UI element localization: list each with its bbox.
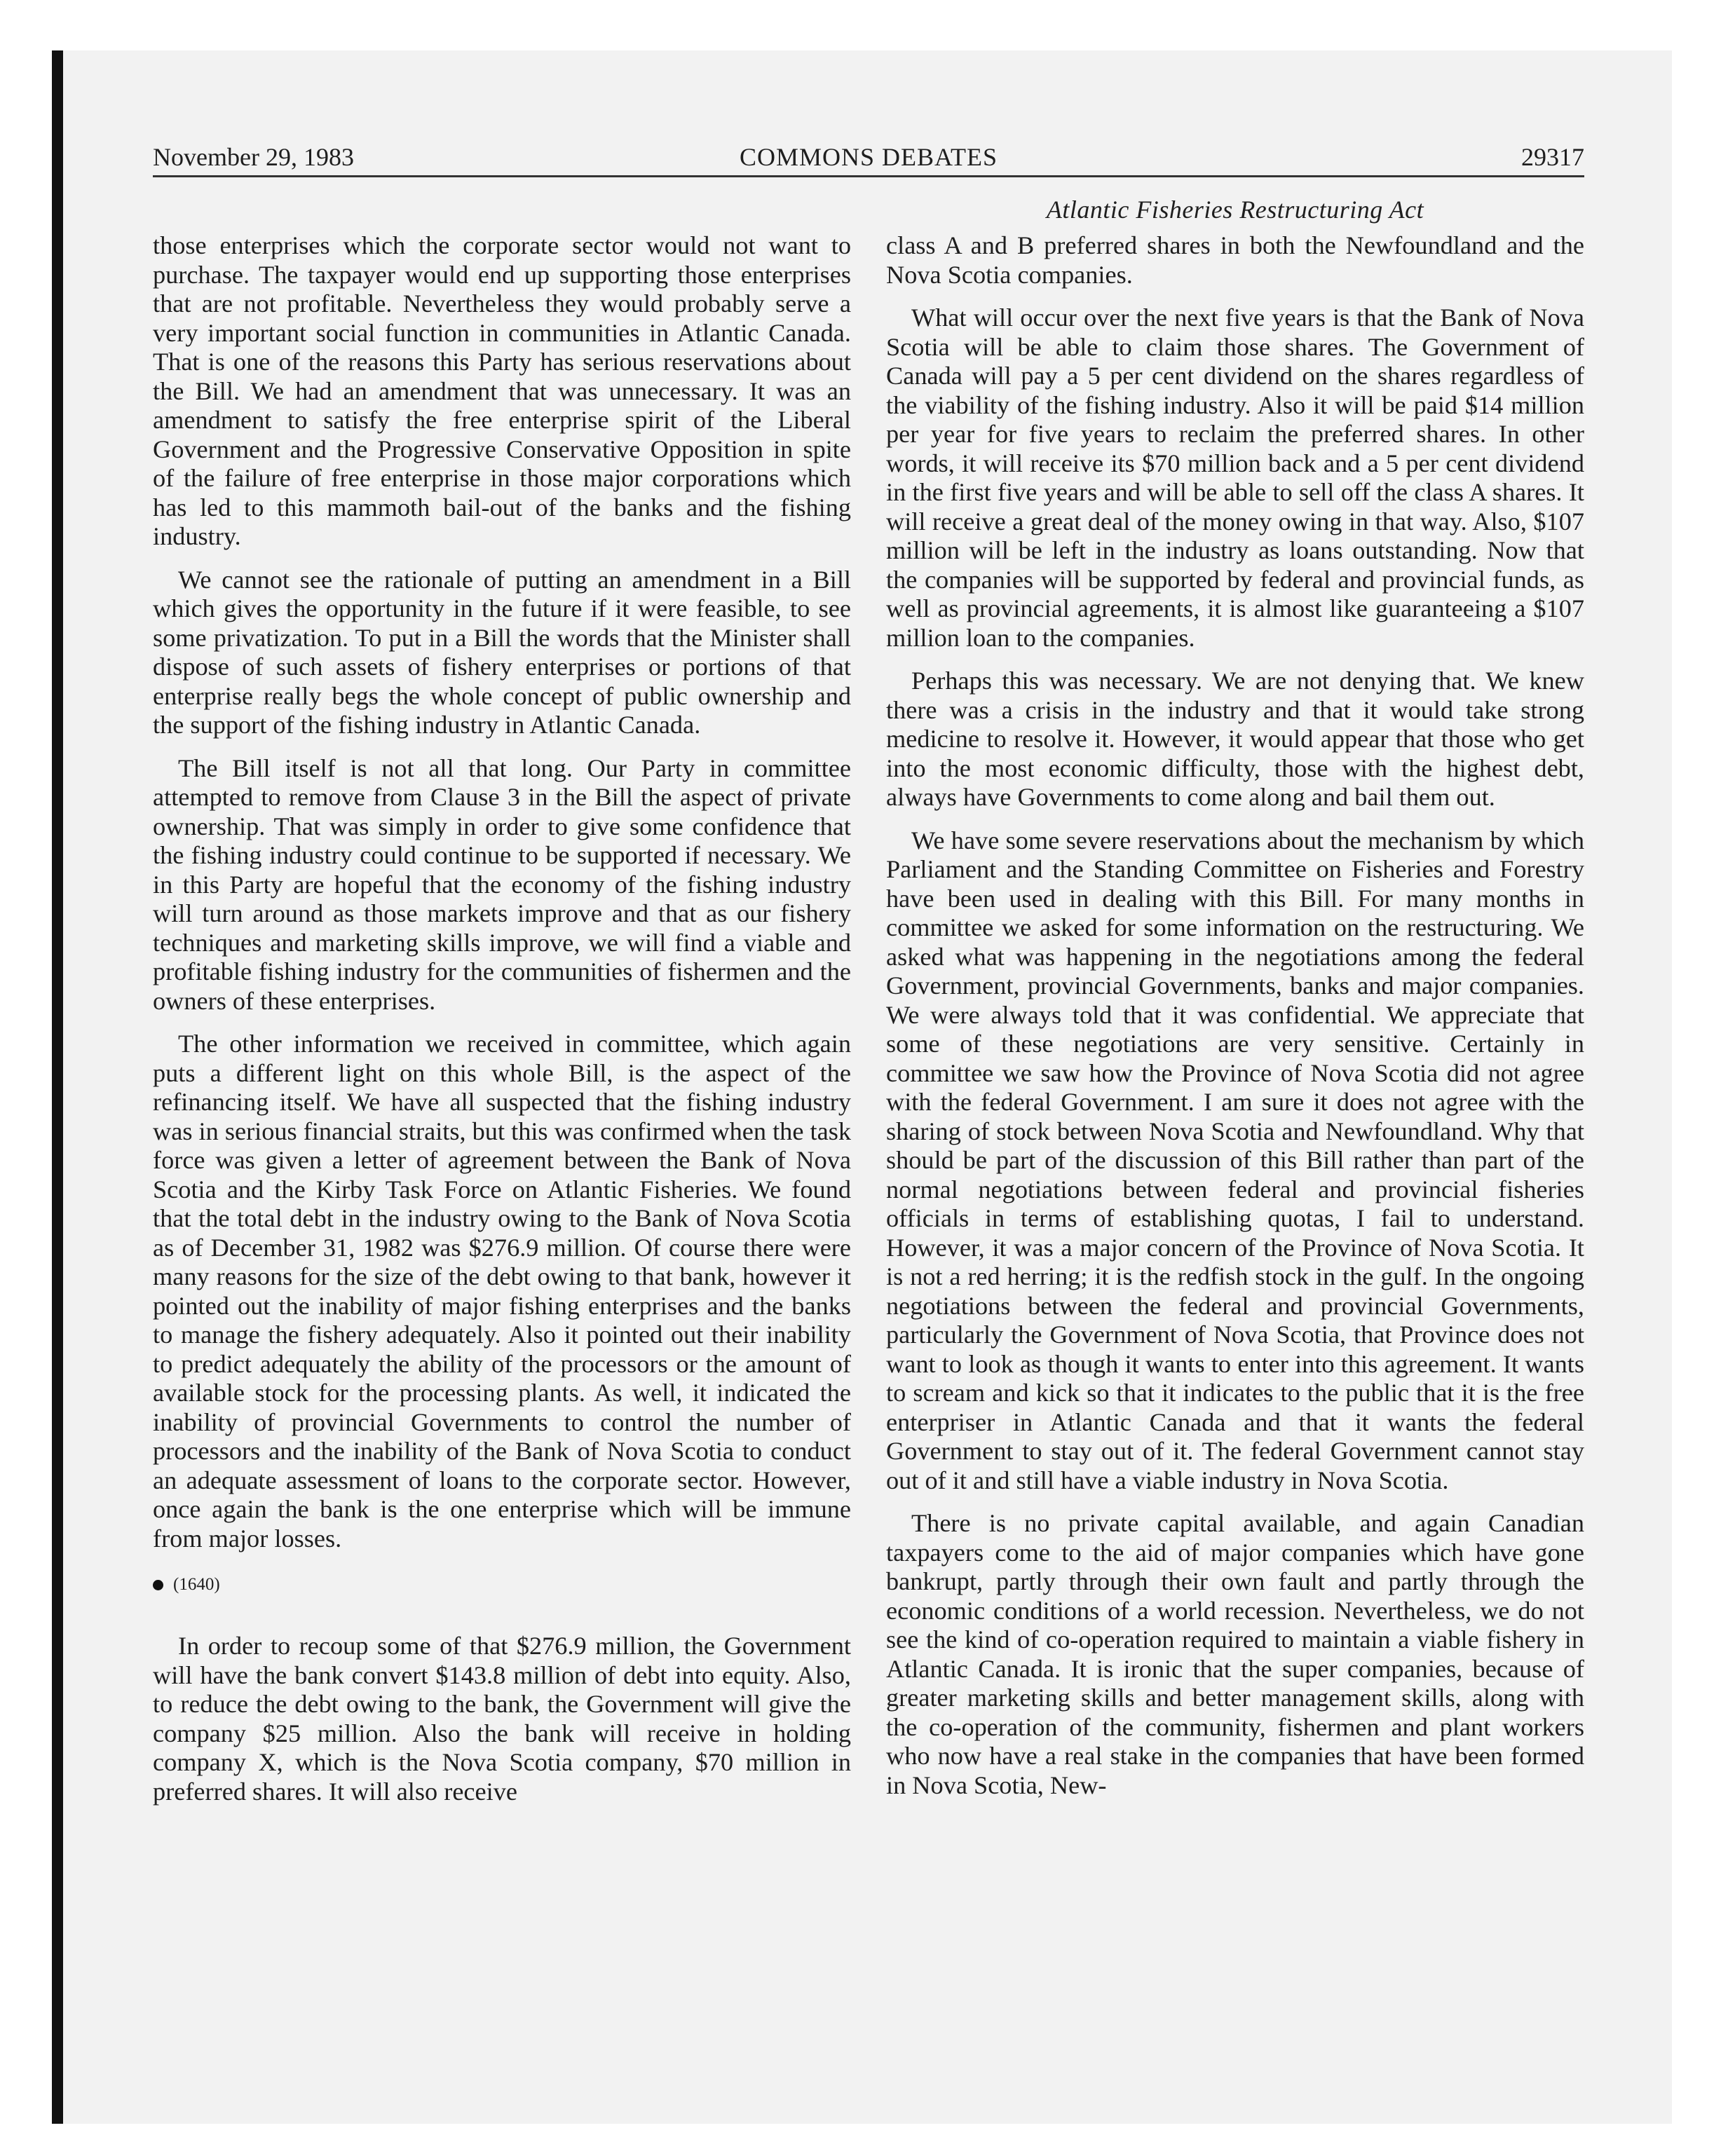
right-paragraph-2: What will occur over the next five years is that the Bank of Nova Scotia will be able to claim those shares. The Government of Canada will pay a 5 per cent dividend on the shares regardless of the viability of the fishing industry. Also it will be paid $14 million per year for five years to reclaim the preferred shares. In other words, it will receive its $70 million back and a 5 per cent dividend in the first five years and will be able to sell off the class A shares. It will receive a great deal of the money owing in that way. Also, $107 million will be left in the industry as loans outstanding. Now that the companies will be supported by federal and provincial funds, as well as provincial agreements, it is almost like guaranteeing a $107 million loan to the companies.: [886, 303, 1584, 652]
right-paragraph-3: Perhaps this was necessary. We are not denying that. We knew there was a crisis in the industry and that it would take strong medicine to resolve it. However, it would appear that those who get into the most economic difficulty, those with the highest debt, always have Governments to come along and bail them out.: [886, 667, 1584, 811]
header-date: November 29, 1983: [153, 143, 354, 171]
time-marker-label: (1640): [173, 1575, 220, 1594]
left-paragraph-1: those enterprises which the corporate sector would not want to purchase. The taxpayer would end up supporting those enterprises that are not profitable. Nevertheless they would probably serve a very important social function in communities in Atlantic Canada. That is one of the reasons this Party has serious reservations about the Bill. We had an amendment that was unnecessary. It was an amendment to satisfy the free enterprise spirit of the Liberal Government and the Progressive Conservative Opposition in spite of the failure of free enterprise in those major corporations which has led to this mammoth bail-out of the banks and the fishing industry.: [153, 231, 851, 550]
left-paragraph-2: We cannot see the rationale of putting an amendment in a Bill which gives the opportunity in the future if it were feasible, to see some privatization. To put in a Bill the words that the Minister shall dispose of such assets of fishery enterprises or portions of that enterprise really begs the whole concept of public ownership and the support of the fishing industry in Atlantic Canada.: [153, 565, 851, 739]
right-paragraph-1: class A and B preferred shares in both the Newfoundland and the Nova Scotia companies.: [886, 231, 1584, 289]
scan-edge-bar: [52, 50, 63, 2124]
right-paragraph-5: There is no private capital available, and again Canadian taxpayers come to the aid of major companies which have gone bankrupt, partly through their own fault and partly through the economic conditions of a world recession. Nevertheless, we do not see the kind of co-operation required to maintain a viable fishery in Atlantic Canada. It is ironic that the super companies, because of greater marketing skills and better management skills, along with the co-operation of the community, fishermen and plant workers who now have a real stake in the companies that have been formed in Nova Scotia, New-: [886, 1509, 1584, 1799]
right-paragraph-4: We have some severe reservations about the mechanism by which Parliament and the Standing Committee on Fisheries and Forestry have been used in dealing with this Bill. For many months in committee we asked for some information on the restructuring. We asked what was happening in the negotiations among the federal Government, provincial Governments, banks and major companies. We were always told that it was confidential. We appreciate that some of these negotiations are very sensitive. Certainly in committee we saw how the Province of Nova Scotia did not agree with the federal Government. I am sure it does not agree with the sharing of stock between Nova Scotia and Newfoundland. Why that should be part of the discussion of this Bill rather than part of the normal negotiations between federal and provincial fisheries officials in terms of establishing quotas, I fail to understand. However, it was a major concern of the Province of Nova Scotia. It is not a red herring; it is the redfish stock in the gulf. In the ongoing negotiations between the federal and provincial Governments, particularly the Government of Nova Scotia, that Province does not want to look as though it wants to enter into this agreement. It wants to scream and kick so that it indicates to the public that it is the free enterpriser in Atlantic Canada and that it wants the federal Government to stay out of it. The federal Government cannot stay out of it and still have a viable industry in Nova Scotia.: [886, 826, 1584, 1494]
left-paragraph-4: The other information we received in committee, which again puts a different light on this whole Bill, is the aspect of the refinancing itself. We have all suspected that the fishing industry was in serious financial straits, but this was confirmed when the task force was given a letter of agreement between the Bank of Nova Scotia and the Kirby Task Force on Atlantic Fisheries. We found that the total debt in the industry owing to the Bank of Nova Scotia as of December 31, 1982 was $276.9 million. Of course there were many reasons for the size of the debt owing to that bank, however it pointed out the inability of major fishing enterprises and the banks to manage the fishery adequately. Also it pointed out their inability to predict adequately the ability of the processors or the amount of available stock for the processing plants. As well, it indicated the inability of provincial Governments to control the number of processors and the inability of the Bank of Nova Scotia to conduct an adequate assessment of loans to the corporate sector. However, once again the bank is the one enterprise which will be immune from major losses.: [153, 1030, 851, 1553]
right-column: [886, 195, 1584, 1814]
page-header: [153, 140, 1584, 177]
header-title: COMMONS DEBATES: [739, 143, 998, 171]
bullet-dot-icon: [153, 1580, 163, 1590]
time-marker: [153, 1574, 851, 1595]
running-head: Atlantic Fisheries Restructuring Act: [1046, 196, 1424, 224]
left-paragraph-5: In order to recoup some of that $276.9 million, the Government will have the bank convert $143.8 million of debt into equity. Also, to reduce the debt owing to the bank, the Government will give the company $25 million. Also the bank will receive in holding company X, which is the Nova Scotia company, $70 million in preferred shares. It will also receive: [153, 1632, 851, 1806]
header-page-number: 29317: [1521, 143, 1584, 171]
left-column: [153, 231, 851, 1820]
left-paragraph-3: The Bill itself is not all that long. Our Party in committee attempted to remove from Clause 3 in the Bill the aspect of private ownership. That was simply in order to give some confidence that the fishing industry could continue to be supported if necessary. We in this Party are hopeful that the economy of the fishing industry will turn around as those markets improve and that as our fishery techniques and marketing skills improve, we will find a viable and profitable fishing industry for the communities of fishermen and the owners of these enterprises.: [153, 753, 851, 1015]
